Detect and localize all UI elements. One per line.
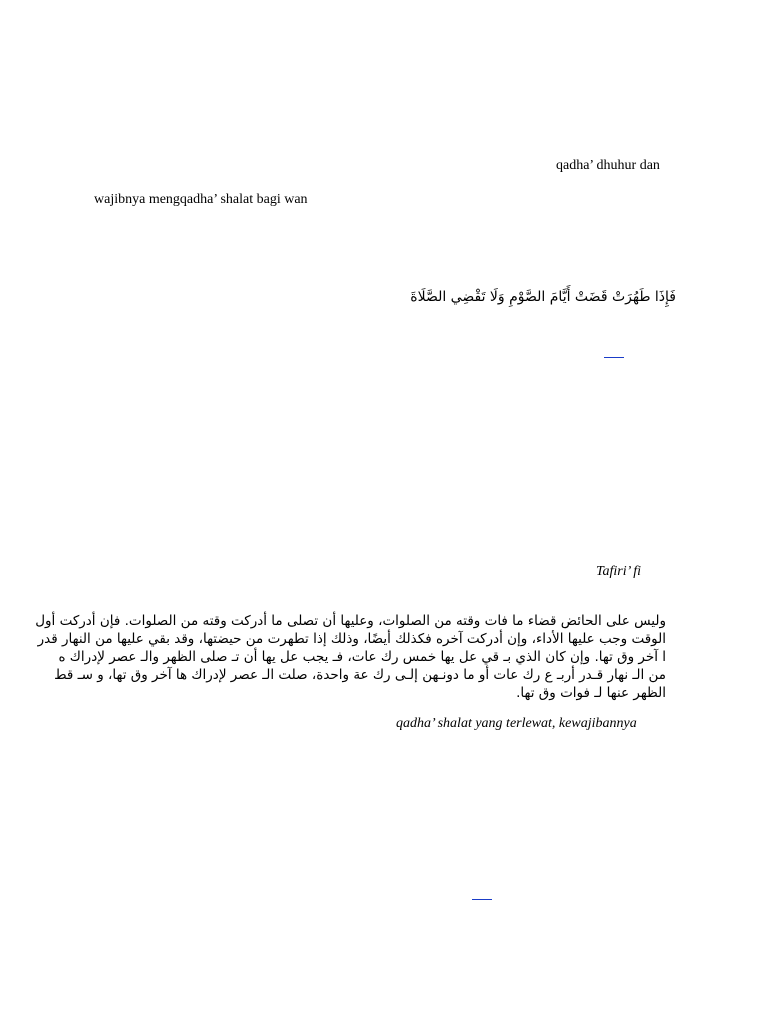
arabic-paragraph-line-3: ا آخر وق تها. وإن كان الذي بـ قي عل يها خمس رك عات، فـ يجب عل يها أن تـ صلى الظهر والـ عصر لإدراك ه — [58, 649, 666, 665]
arabic-paragraph-line-1: وليس على الحائض قضاء ما فات وقته من الصلوات، وعليها أن تصلى ما أدركت وقته من الصلوات. فإن أدركت أول — [35, 613, 666, 629]
arabic-paragraph-line-2: الوقت وجب عليها الأداء، وإن أدركت آخره فكذلك أيضًا، وذلك إذا تطهرت من حيضتها، وقد بقي عليها من النهار قدر — [37, 631, 666, 647]
footnote-link-2[interactable] — [472, 890, 492, 902]
text-line-wajib: wajibnya mengqadha’ shalat bagi wan — [94, 192, 308, 207]
text-tafiri: Tafiri’ fi — [596, 564, 642, 579]
arabic-paragraph — [35, 612, 666, 702]
footnote-link-1-underline — [604, 357, 624, 358]
hadith-arabic: فَإِذَا طَهُرَتْ قَضَتْ أَيَّامَ الصَّوْمِ وَلَا تَقْضِي الصَّلَاةَ — [410, 289, 676, 305]
arabic-paragraph-line-4: من الـ نهار قـدر أربـ ع رك عات أو ما دونـهن إلـى رك عة واحدة، صلت الـ عصر لإدراك ها آخر وق تها، و سـ قط — [54, 667, 666, 683]
arabic-paragraph-line-5: الظهر عنها لـ فوات وق تها. — [516, 685, 666, 701]
footnote-link-1[interactable] — [604, 348, 624, 360]
caption-italic: qadha’ shalat yang terlewat, kewajibannya — [396, 716, 637, 731]
text-line-dhuhur: qadha’ dhuhur dan — [556, 158, 660, 173]
footnote-link-2-underline — [472, 899, 492, 900]
